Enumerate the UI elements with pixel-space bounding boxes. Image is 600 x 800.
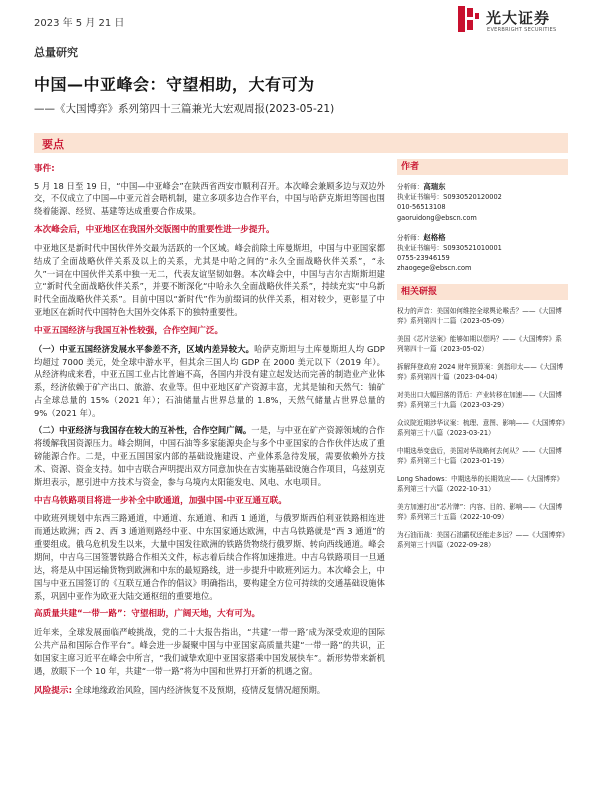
section-paragraph-5: 近年来，全球发展面临严峻挑战，党的二十大报告指出，“共建‘一带一路’成为深受欢迎的国际公共产品和国际合作平台”。峰会进一步凝聚中国与中亚国家高质量共建“一带一路”的共识，正如国家主席习近平在峰会中所言，“我们诚挚欢迎中亚国家搭乘中国发展快车”。新形势带来新机遇，放眼下一个 10 年，共建“一带一路”将为中国和世界打开新的机遇之窗。 — [34, 626, 385, 676]
related-report-item[interactable]: Long Shadows：中期选举的长期效应——《大国博弈》系列第三十六篇（2022-10-31） — [397, 474, 564, 493]
related-report-item[interactable]: 美国《芯片法案》能够如期以偿吗？——《大国博弈》系列第四十一篇（2023-05-02） — [397, 334, 562, 353]
related-report-item[interactable]: 众议院近期涉华议案：梳理、意图、影响——《大国博弈》系列第三十八篇（2023-03-21） — [397, 418, 566, 437]
related-report-item[interactable]: 美方加速打出“芯片牌”：内容、目的、影响——《大国博弈》系列第三十五篇（2022-10-09） — [397, 502, 563, 521]
analyst-cert: 执业证书编号：S0930520120002 — [397, 193, 502, 202]
paragraph-2-text: 哈萨克斯坦与土库曼斯坦人均 GDP 均超过 7000 美元，处全球中游水平，但其余三国人均 GDP 在 2000 美元以下（2019 年）。从经济构成来看，中亚五国工业占比普遍不高，各国内并没有建立起发达而完善的制造业产业体系，经济依赖于矿产出口、旅游、农业等。但中亚地区矿产资源丰富，尤其是铀和天然气：铀矿占全球总量的 15%（2021 年）；石油储量占世界总量的 1.8%，天然气储量占世界总量的 9%（2021 年）。 — [34, 343, 385, 419]
risk-text: 全球地缘政治风险，国内经济恢复不及预期，疫情反复情况超预期。 — [74, 684, 326, 695]
analyst-cert: 执业证书编号：S0930521010001 — [397, 244, 502, 253]
related-report-item[interactable]: 权力的声音：美国如何维控全球舆论喉舌？——《大国博弈》系列第四十二篇（2023-05-09） — [397, 306, 562, 325]
related-report-item[interactable]: 为石油而战：美国石油霸权还能走多远？——《大国博弈》系列第三十四篇（2022-09-28） — [397, 530, 566, 549]
related-report-item[interactable]: 中期选举变盘后，美国对华战略何去何从？——《大国博弈》系列第三十七篇（2023-01-19） — [397, 446, 562, 465]
analyst-card — [397, 182, 568, 223]
analyst-name: 高瑞东 — [423, 182, 446, 191]
summary-heading: 要点 — [42, 138, 64, 151]
risk-warning — [34, 684, 385, 698]
section-heading-4: 高质量共建“一带一路”：守望相助，广阔天地，大有可为。 — [34, 609, 261, 620]
section-paragraph-4: 中欧班列规划中东西三路通道，中通道、东通道、和西 1 通道，与俄罗斯西伯利亚铁路相连进而通达欧洲；西 2、西 3 通道则路经中亚、中东国家通达欧洲，中吉乌铁路就是“西 3 通道”的重要组成。俄乌危机发生以来，大量中国发往欧洲的铁路货物绕行俄罗斯、转向西线通道。峰会期间，中吉乌三国签署铁路合作相关文件，标志着后续合作将加速推进。中吉乌铁路项目一旦通达，将是从中国运输货物到欧洲和中东的最短路线，进一步提升中欧班列运力。本次峰会上，中国与中亚五国签订的《互联互通合作的倡议》明确指出，要构建全方位可持续的交通基础设施体系，巩固中亚作为欧亚大陆交通枢纽的重要地位。 — [34, 513, 385, 601]
brand-logo-icon — [452, 4, 482, 34]
analyst-phone: 010-56513108 — [397, 203, 446, 212]
analyst-name: 赵格格 — [423, 232, 446, 242]
report-date: 2023 年 5 月 21 日 — [34, 18, 125, 29]
analyst-email[interactable]: gaoruidong@ebscn.com — [397, 213, 477, 222]
brand-name-cn: 光大证券 — [486, 9, 551, 27]
sidebar — [397, 159, 568, 550]
paragraph-3-lead: （二）中亚经济与我国存在较大的互补性，合作空间广阔。 — [34, 425, 252, 436]
analyst-role: 分析师： — [397, 183, 424, 191]
analyst-card — [397, 233, 568, 274]
report-title: 中国—中亚峰会：守望相助，大有可为 — [34, 75, 315, 94]
report-subtitle: ——《大国博弈》系列第四十三篇兼光大宏观周报(2023-05-21) — [34, 103, 335, 115]
section-heading-2: 中亚五国经济与我国互补性较强，合作空间广泛。 — [34, 326, 224, 337]
section-heading-1: 本次峰会后，中亚地区在我国外交版图中的重要性进一步提升。 — [34, 225, 275, 236]
section-paragraph-2 — [34, 343, 385, 420]
brand-name-en: EVERBRIGHT SECURITIES — [487, 27, 557, 33]
paragraph-2-lead: （一）中亚五国经济发展水平参差不齐，区域内差异较大。 — [34, 343, 255, 354]
authors-heading: 作者 — [397, 159, 568, 175]
report-category: 总量研究 — [34, 46, 78, 59]
section-heading-3: 中吉乌铁路项目将进一步补全中欧通道，加强中国-中亚互通互联。 — [34, 495, 287, 506]
section-paragraph-3 — [34, 424, 385, 489]
related-report-item[interactable]: 拆解拜登政府 2024 财年预算案：剑指印太——《大国博弈》系列第四十篇（2023-04-04） — [397, 362, 564, 381]
analyst-email[interactable]: zhaogege@ebscn.com — [397, 264, 472, 273]
event-text: 5 月 18 日至 19 日，“中国—中亚峰会”在陕西省西安市顺利召开。本次峰会兼顾多边与双边外交，不仅成立了中国—中亚元首会晤机制，建立多项多边合作平台，中国与哈萨克斯坦等国也围绕着能源、经贸、基建等达成重要合作成果。 — [34, 180, 385, 217]
related-heading: 相关研报 — [397, 284, 568, 300]
risk-label: 风险提示: — [34, 685, 73, 696]
analyst-role: 分析师： — [397, 233, 424, 242]
event-label: 事件: — [34, 164, 55, 174]
brand-logo — [452, 4, 592, 38]
summary-body — [34, 163, 385, 697]
paragraph-3-text: 一是，与中亚在矿产资源领域的合作将缓解我国资源压力。峰会期间，中国石油等多家能源央企与多个中亚国家的合作伙伴达成了重磅能源合作。二是，中亚五国国家内部的基础设施建设、产业体系急待发展，需要依赖外方技术、资源、资金支持。如中吉联合声明提出双方同意加快在吉实施基础设施合作项目，乌兹别克斯坦表示，愿引进中方技术与资金，参与乌境内太阳能发电、风电、水电项目。 — [34, 425, 385, 487]
section-paragraph-1: 中亚地区是新时代中国伙伴外交最为活跃的一个区域。峰会前除土库曼斯坦，中国与中亚国家都结成了全面战略伙伴关系及以上的关系，尤其是中哈之间的“永久全面战略伙伴关系”，“永久”一词在中国伙伴关系中独一无二，代表友谊坚韧如磐。本次峰会中，中国与吉尔吉斯斯坦建立“新时代全面战略伙伴关系”，并要不断深化“中哈永久全面战略伙伴关系”，持续充实“中乌新时代全面战略伙伴关系”。目前中国以“新时代”作为前缀词的伙伴关系，相对较少，更彰显了中亚地区在新时代中国特色大国外交体系下的独特重要性。 — [34, 242, 385, 318]
summary-banner — [34, 133, 568, 153]
analyst-phone: 0755-23946159 — [397, 254, 450, 263]
related-report-item[interactable]: 对美出口大幅回落的背后：产业转移在加速——《大国博弈》系列第三十九篇（2023-03-29） — [397, 390, 562, 409]
